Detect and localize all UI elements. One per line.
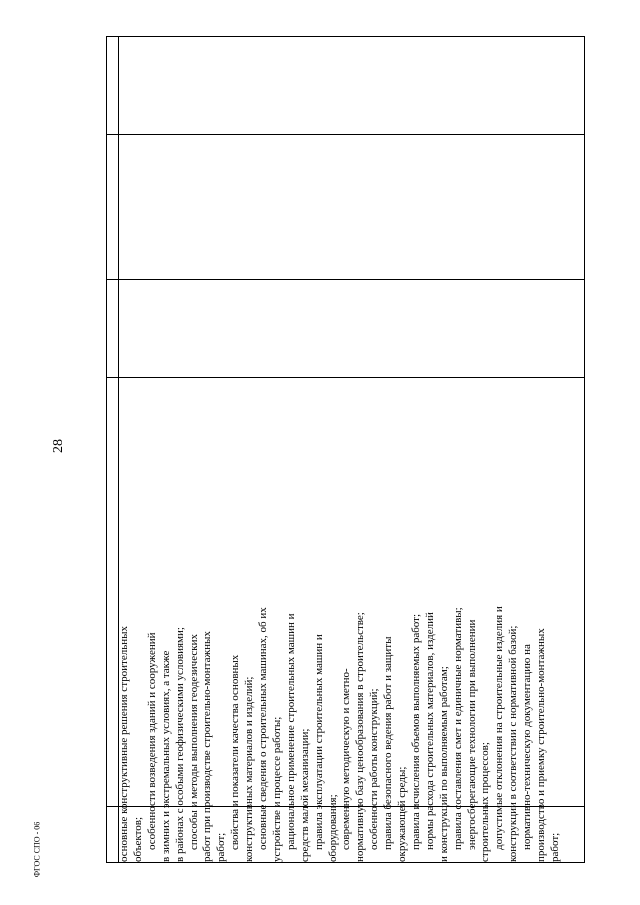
text-line: допустимые отклонения на строительные изделия и <box>493 606 506 850</box>
text-line: основные конструктивные решения строительных <box>118 626 130 862</box>
text-line: особенности работы конструкций; <box>368 688 381 850</box>
table-divider <box>106 377 585 378</box>
text-line: в районах с особыми геофизическими условиями; <box>173 627 186 862</box>
text-line: конструктивных материалов и изделий; <box>243 676 256 862</box>
text-line: правила эксплуатации строительных машин и <box>312 634 325 850</box>
text-line: в зимних и экстремальных условиях, а также <box>159 650 172 862</box>
text-line: свойства и показатели качества основных <box>229 654 242 850</box>
text-line: правила составления смет и единичные нормативы; <box>451 607 464 850</box>
text-line: конструкции в соответствии с нормативной базой; <box>507 625 520 862</box>
text-line: работ; <box>215 832 228 862</box>
text-line: работ при производстве строительно-монтажных <box>201 631 214 862</box>
footer-code: ФГОС СПО - 06 <box>32 821 42 878</box>
text-line: нормативно-техническую документацию на <box>521 644 534 850</box>
text-line: средств малой механизации; <box>298 728 311 862</box>
text-line: современную методическую и сметно- <box>340 668 353 850</box>
text-line: оборудования; <box>326 794 339 862</box>
text-line: правила безопасного ведения работ и защиты <box>382 636 395 850</box>
text-line: устройстве и процессе работы; <box>270 716 283 862</box>
text-line: способы и методы выполнения геодезических <box>187 634 200 850</box>
text-line: нормы расхода строительных материалов, изделий <box>423 612 436 850</box>
text-line: особенности возведения зданий и сооружений <box>145 632 158 850</box>
page-number: 28 <box>51 439 66 453</box>
text-line: производство и приемку строительно-монтажных <box>535 628 547 862</box>
text-line: и конструкций по выполняемым работам; <box>437 666 450 862</box>
text-line: окружающей среды; <box>396 766 408 862</box>
text-line: объектов; <box>131 816 144 862</box>
text-line: правила исчисления объемов выполняемых работ; <box>409 613 422 850</box>
table-divider <box>106 134 585 135</box>
text-line: основные сведения о строительных машинах, об их <box>257 607 269 850</box>
text-line: строительных процессов; <box>479 742 492 862</box>
competency-text-list <box>112 487 561 862</box>
text-line: энергосберегающие технологии при выполнении <box>465 619 478 850</box>
text-line: работ; <box>548 832 561 862</box>
text-line: рациональное применение строительных машин и <box>284 613 297 850</box>
table-divider <box>106 279 585 280</box>
text-line: нормативную базу ценообразования в строительстве; <box>354 612 367 862</box>
